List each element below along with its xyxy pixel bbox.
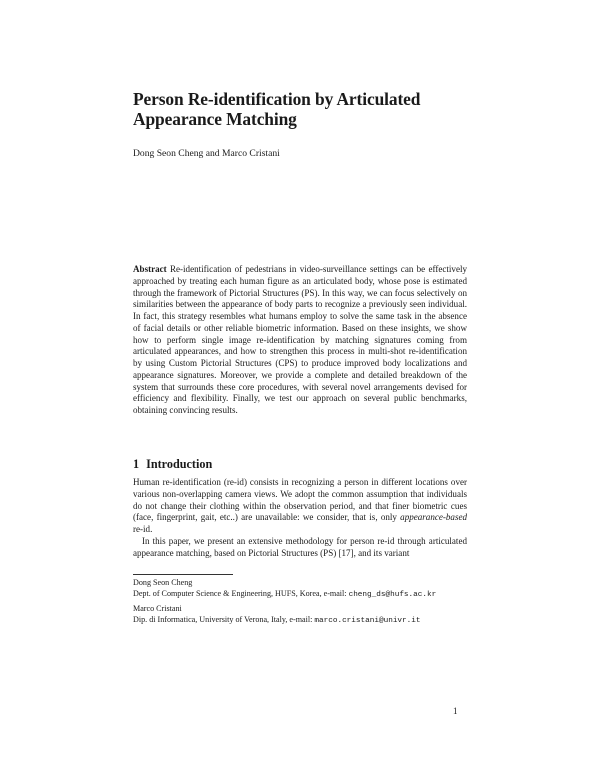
paragraph-1-emphasis: appearance-based [400, 512, 467, 523]
title-line-2: Appearance Matching [133, 108, 297, 129]
footnote-email: marco.cristani@univr.it [314, 616, 421, 625]
section-number: 1 [133, 457, 140, 471]
footnote-affiliation [133, 615, 473, 627]
introduction-body [133, 477, 467, 559]
footnote-affiliation [133, 589, 473, 601]
footnote-author-1 [133, 578, 473, 600]
footnote-affiliation-text: Dept. of Computer Science & Engineering, HUFS, Korea, e-mail: [133, 588, 347, 598]
paragraph-1-text: Human re-identification (re-id) consists in recognizing a person in different locations over various non-overlapping camera views. We adopt the common assumption that individuals do not change their clothing within the observation period, and that finer biometric cues (face, fingerprint, gait, etc..) are unavailable: we consider, that is, only [133, 477, 467, 523]
footnote-author-2 [133, 604, 473, 626]
title-line-1: Person Re-identification by Articulated [133, 89, 421, 109]
page-number: 1 [453, 706, 458, 716]
footnote-email: cheng_ds@hufs.ac.kr [348, 590, 437, 599]
author-list: Dong Seon Cheng and Marco Cristani [133, 148, 280, 159]
footnote-name: Dong Seon Cheng [133, 578, 193, 587]
footnotes [133, 578, 473, 630]
abstract [133, 264, 467, 417]
section-heading [133, 457, 212, 472]
footnote-rule [133, 574, 233, 575]
paragraph-1-end: re-id. [133, 524, 153, 534]
abstract-text: Re-identification of pedestrians in video-surveillance settings can be effectively approached by treating each human figure as an articulated body, whose pose is estimated through the framework of Pictorial Structures (PS). In this way, we can focus selectively on similarities between the appearance of body parts to recognize a previously seen individual. In fact, this strategy resembles what humans employ to solve the same task in the absence of facial details or other reliable biometric information. Based on these insights, we show how to perform single image re-identification by matching signatures coming from articulated appearances, and how to strengthen this process in multi-shot re-identification by using Custom Pictorial Structures (CPS) to produce improved body localizations and appearance signatures. Moreover, we provide a complete and detailed breakdown of the system that surrounds these core procedures, with several novel arrangements devised for efficiency and flexibility. Finally, we test our approach on several public benchmarks, obtaining convincing results. [133, 264, 468, 415]
paper-title [133, 90, 473, 129]
section-title: Introduction [146, 457, 213, 471]
footnote-name: Marco Cristani [133, 604, 182, 614]
abstract-label: Abstract [133, 264, 167, 274]
paragraph-1 [133, 477, 467, 536]
paragraph-2: In this paper, we present an extensive methodology for person re-id through articulated appearance matching, based on Pictorial Structures (PS) [17], and its variant [133, 535, 467, 558]
footnote-affiliation-text: Dip. di Informatica, University of Verona, Italy, e-mail: [133, 614, 313, 624]
